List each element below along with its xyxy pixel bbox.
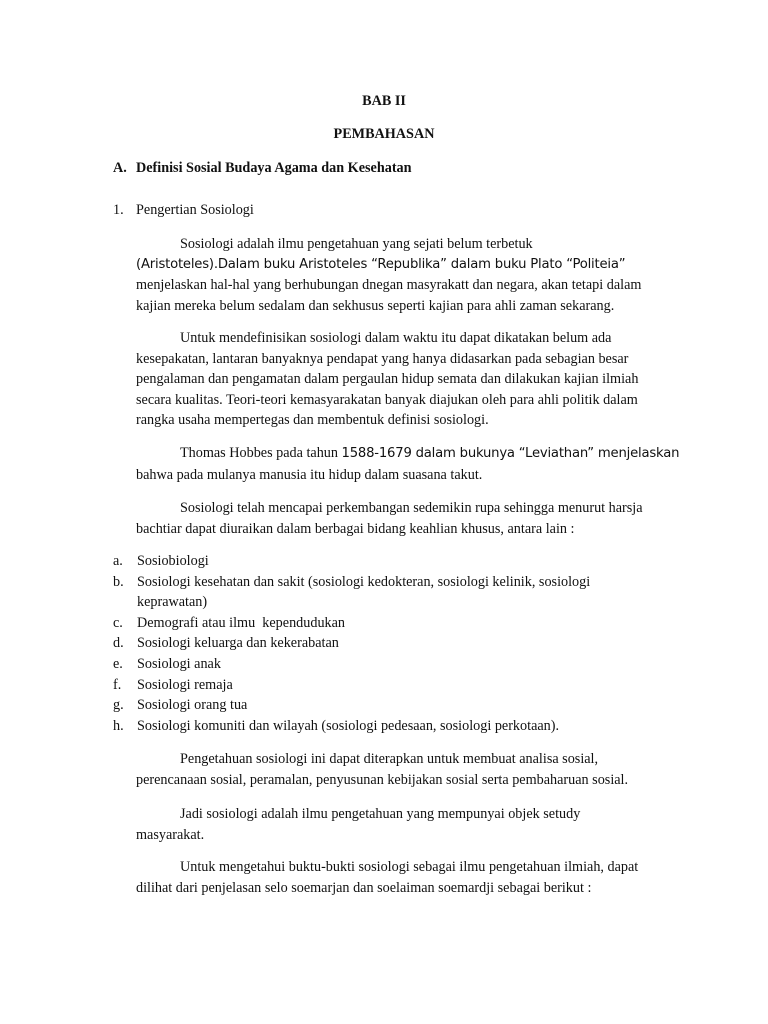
list-marker: g. [113,697,124,714]
list-marker: b. [113,573,124,590]
list-item [113,633,653,654]
list-item-text: Sosiologi keluarga dan kekerabatan [137,635,339,652]
paragraph-2 [136,328,676,431]
specialization-list [113,551,653,736]
paragraph-line [136,443,680,465]
list-item-continuation [113,592,653,613]
paragraph-line: secara kualitas. Teori-teori kemasyarakatan banyak diajukan oleh para ahli politik dalam [136,391,638,408]
paragraph-line: Pengetahuan sosiologi ini dapat diterapkan untuk membuat analisa sosial, [180,751,599,767]
section-heading [113,160,412,177]
list-marker: c. [113,614,123,631]
subsection-heading [113,202,254,219]
chapter-title: BAB II [362,93,406,109]
list-item [113,572,653,593]
list-item-text: keprawatan) [137,594,208,611]
list-item-text: Sosiologi komuniti dan wilayah (sosiologi pedesaan, sosiologi perkotaan). [137,717,560,734]
paragraph-line: menjelaskan hal-hal yang berhubungan dnegan masyrakatt dan negara, akan tetapi dalam [136,277,642,294]
paragraph-line: Sosiologi telah mencapai perkembangan sedemikin rupa sehingga menurut harsja [180,500,643,516]
list-item [113,613,653,634]
paragraph-4 [136,498,676,539]
paragraph-3 [136,443,680,485]
list-item-text: Sosiologi orang tua [137,697,248,714]
paragraph-line: bahwa pada mulanya manusia itu hidup dalam suasana takut. [136,466,483,483]
paragraph-line: Untuk mengetahui buktu-bukti sosiologi sebagai ilmu pengetahuan ilmiah, dapat [180,859,639,875]
list-item-text: Sosiologi anak [137,655,221,672]
subsection-marker: 1. [113,202,124,218]
list-item [113,716,653,737]
paragraph-1 [136,234,676,316]
paragraph-text: Thomas Hobbes pada tahun [180,445,342,461]
paragraph-line: perencanaan sosial, peramalan, penyusunan kebijakan sosial serta pembaharuan sosial. [136,771,629,788]
paragraph-line: kajian mereka belum sedalam dan sekhusus seperti kajian para ahli zaman sekarang. [136,297,615,314]
list-marker: d. [113,635,124,652]
section-title: Definisi Sosial Budaya Agama dan Kesehatan [136,160,412,176]
paragraph-6 [136,804,676,845]
paragraph-line: Jadi sosiologi adalah ilmu pengetahuan yang mempunyai objek setudy [180,806,581,822]
paragraph-line: (Aristoteles).Dalam buku Aristoteles “Republika” dalam buku Plato “Politeia” [136,256,626,272]
paragraph-5 [136,749,676,790]
paragraph-line: Untuk mendefinisikan sosiologi dalam waktu itu dapat dikatakan belum ada [180,330,612,346]
section-marker: A. [113,160,127,176]
paragraph-line: kesepakatan, lantaran banyaknya pendapat yang hanya didasarkan pada sebagian besar [136,350,629,367]
list-marker: e. [113,655,123,672]
list-item [113,675,653,696]
list-item-text: Sosiologi kesehatan dan sakit (sosiologi kedokteran, sosiologi kelinik, sosiologi [137,573,591,590]
paragraph-text: 1588-1679 dalam bukunya “Leviathan” menjelaskan [341,446,680,461]
paragraph-line: pengalaman dan pengamatan dalam pergaulan hidup semata dan dilakukan kajian ilmiah [136,371,639,388]
list-item [113,654,653,675]
paragraph-line: dilihat dari penjelasan selo soemarjan dan soelaiman soemardji sebagai berikut : [136,879,592,896]
subsection-title: Pengertian Sosiologi [136,202,254,218]
list-marker: a. [113,553,123,569]
paragraph-line: masyarakat. [136,826,205,843]
list-item [113,695,653,716]
list-item [113,551,653,572]
paragraph-line: rangka usaha mempertegas dan membentuk definisi sosiologi. [136,412,489,429]
list-item-text: Sosiobiologi [137,553,209,569]
paragraph-7 [136,857,676,898]
paragraph-line: Sosiologi adalah ilmu pengetahuan yang sejati belum terbetuk [180,236,533,252]
list-marker: f. [113,676,122,693]
chapter-subtitle: PEMBAHASAN [333,126,435,142]
paragraph-line: bachtiar dapat diuraikan dalam berbagai bidang keahlian khusus, antara lain : [136,520,575,537]
list-marker: h. [113,717,124,734]
list-item-text: Demografi atau ilmu kependudukan [137,614,346,631]
list-item-text: Sosiologi remaja [137,676,233,693]
